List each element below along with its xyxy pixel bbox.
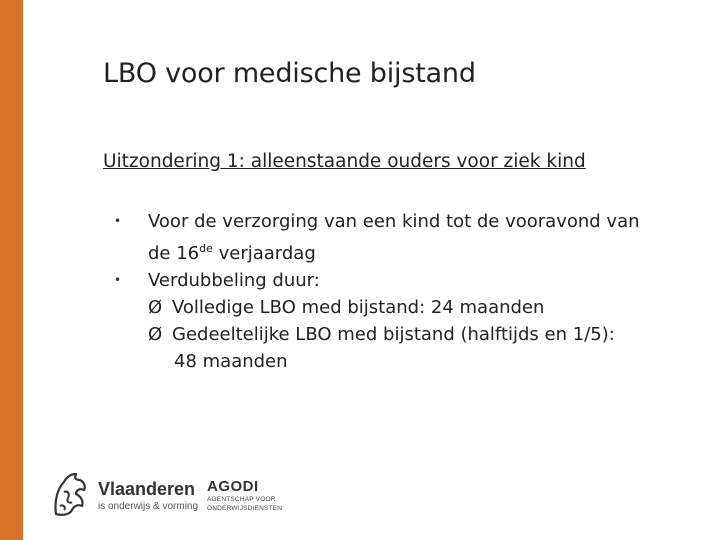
bullet-text-line: Verdubbeling duur: <box>148 270 320 291</box>
sub-item-text: Gedeeltelijke LBO med bijstand (halftijds en 1/5): <box>172 324 615 345</box>
bullet-text-line <box>148 235 704 267</box>
slide-title: LBO voor medische bijstand <box>103 58 476 89</box>
vlaanderen-tagline: is onderwijs & vorming <box>98 501 199 512</box>
arrow-bullet-icon: Ø <box>148 297 163 318</box>
agodi-subtitle-line: AGENTSCHAP VOOR <box>207 496 276 503</box>
arrow-bullet-icon: Ø <box>148 324 163 345</box>
vlaanderen-logo <box>50 470 200 520</box>
bullet-dot: • <box>114 214 122 228</box>
bullet-item <box>114 267 704 375</box>
sub-item <box>148 294 704 321</box>
bullet-text: verjaardag <box>212 243 316 264</box>
sub-list <box>148 294 704 375</box>
bullet-item <box>114 208 704 267</box>
sub-item-text: Volledige LBO med bijstand: 24 maanden <box>172 297 545 318</box>
accent-sidebar <box>0 0 23 540</box>
sub-item-continuation: 48 maanden <box>174 351 288 372</box>
sub-item <box>148 321 704 375</box>
superscript-text: de <box>199 242 213 255</box>
vlaanderen-name: Vlaanderen <box>98 479 196 499</box>
agodi-name: AGODI <box>207 478 259 495</box>
bullet-text: de 16 <box>148 243 200 264</box>
lion-icon <box>50 470 92 518</box>
agodi-logo <box>207 478 297 513</box>
bullet-dot: • <box>114 273 122 287</box>
bullet-text-line: Voor de verzorging van een kind tot de vooravond van <box>148 211 640 232</box>
slide-subtitle: Uitzondering 1: alleenstaande ouders voor ziek kind <box>103 151 586 172</box>
agodi-subtitle-line: ONDERWIJSDIENSTEN <box>207 505 283 512</box>
bullet-list <box>114 208 704 375</box>
